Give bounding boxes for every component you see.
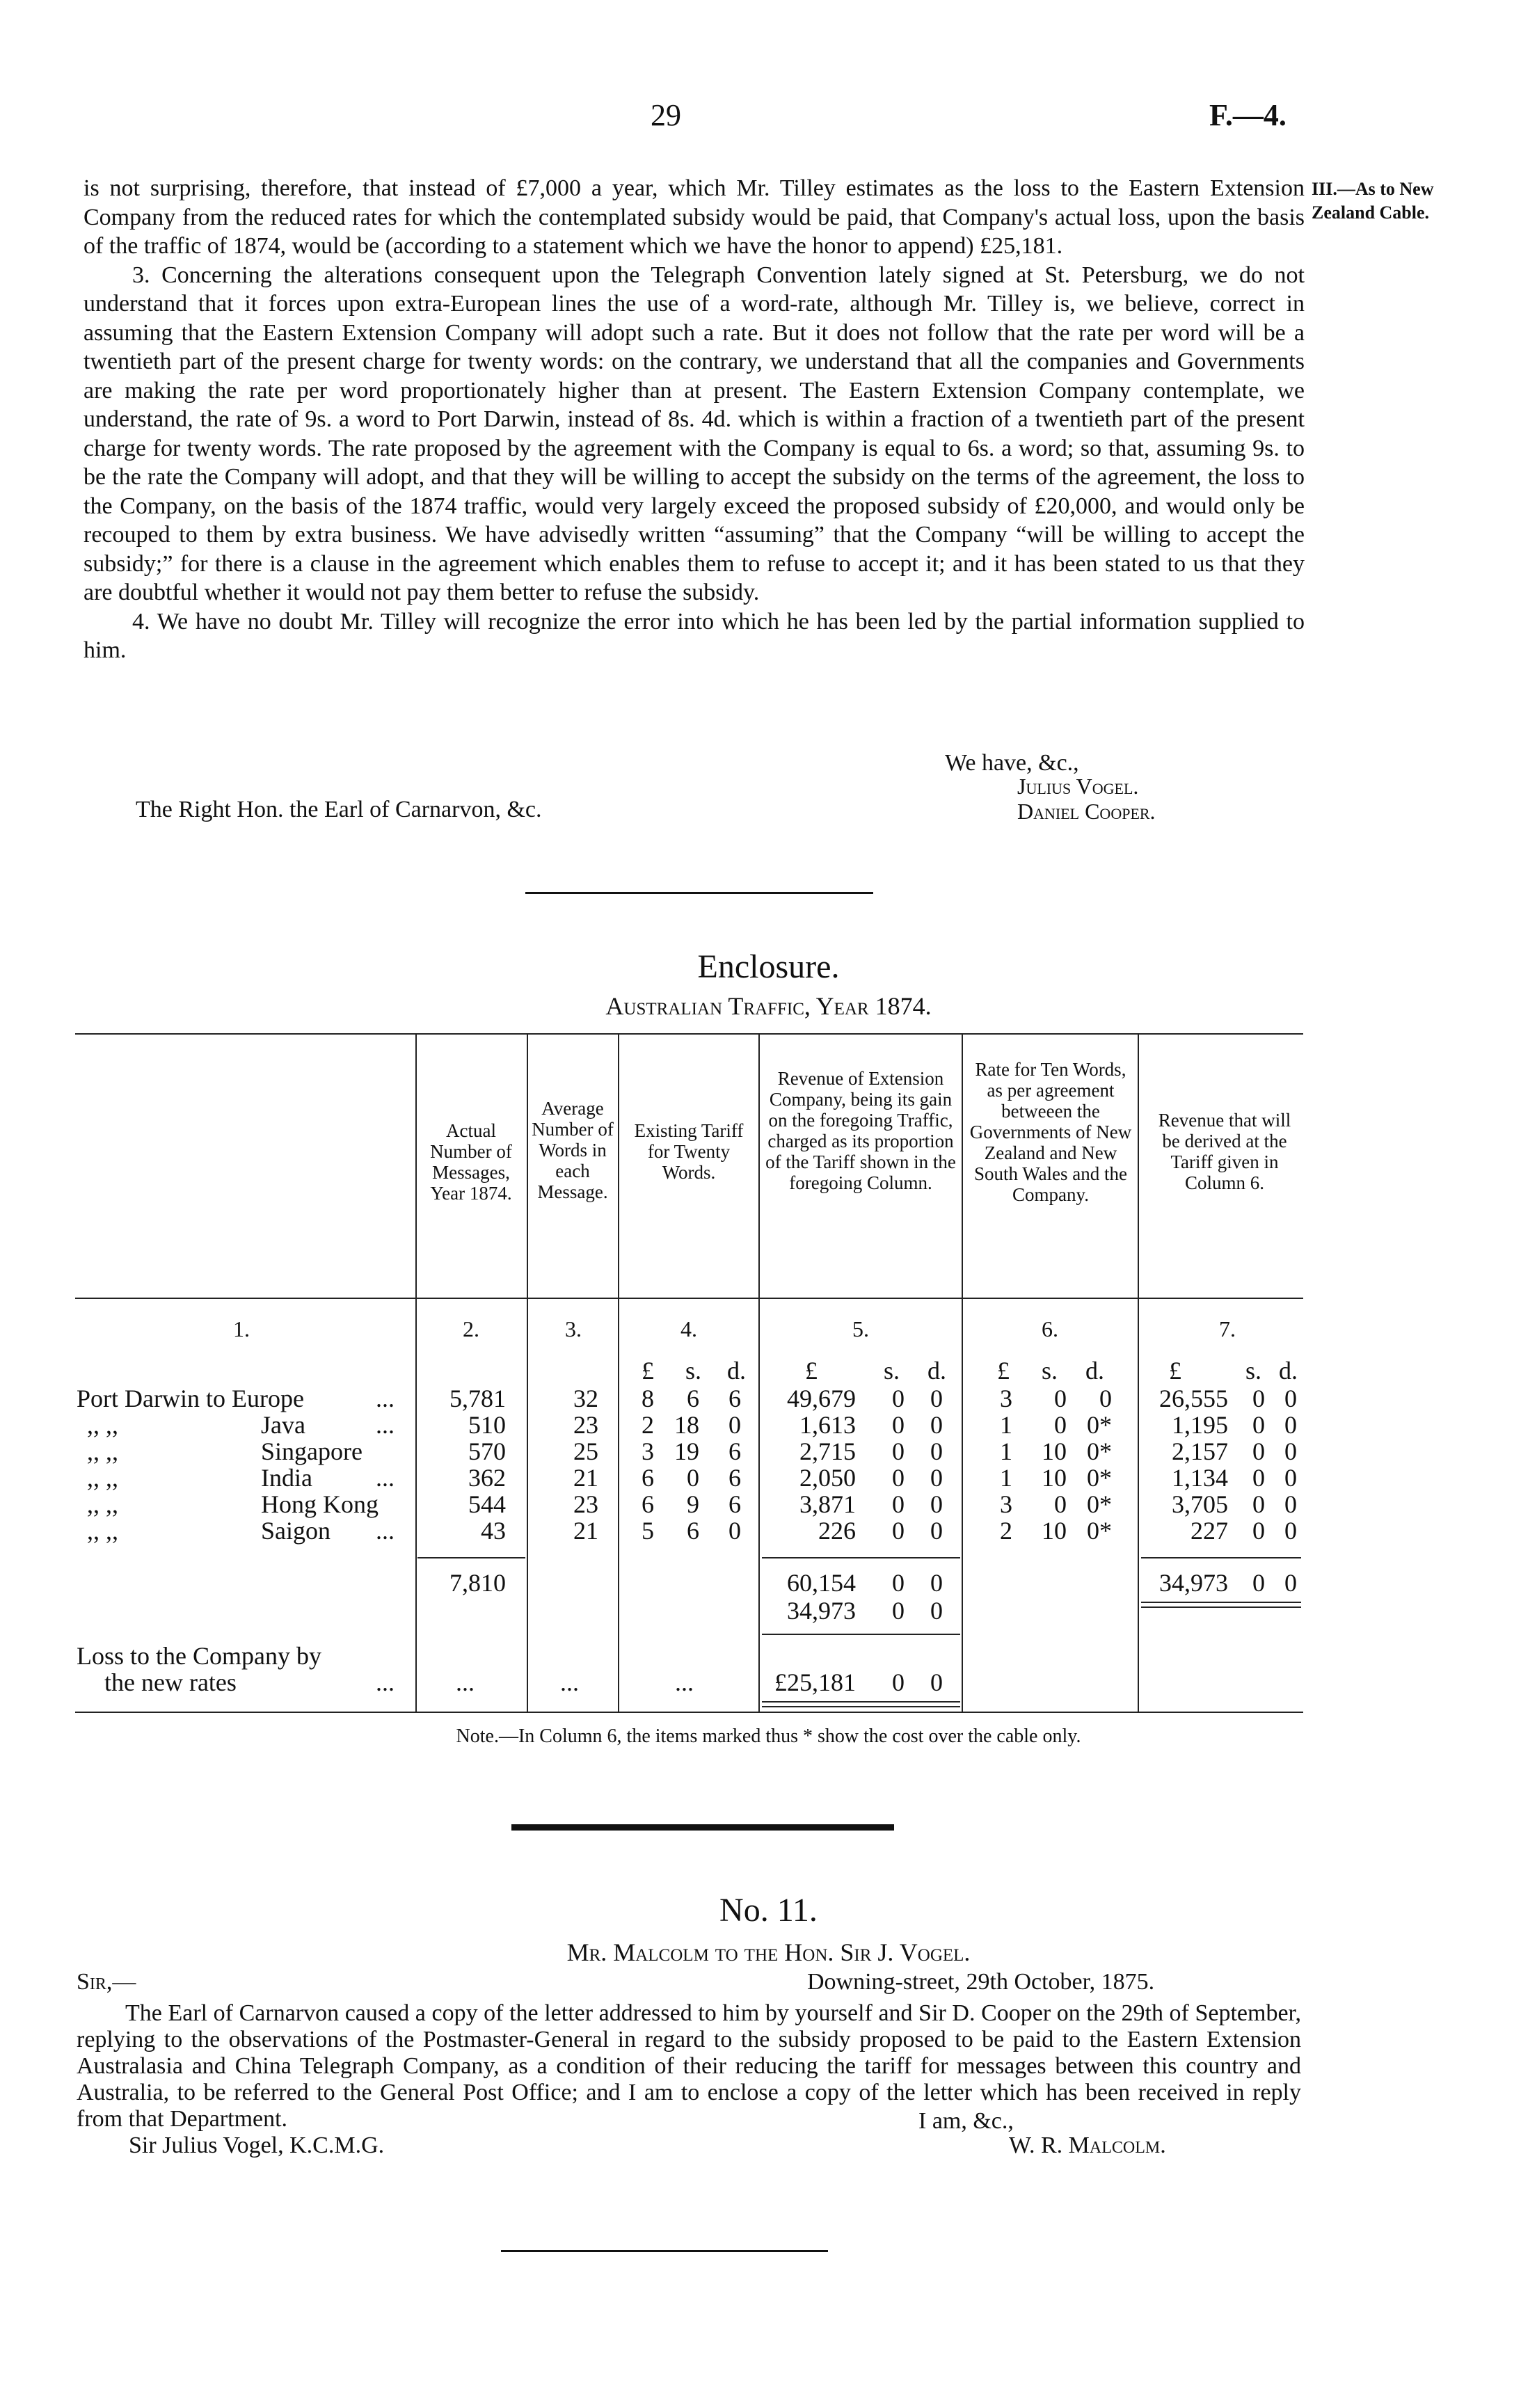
cell-rate-pence: 0* bbox=[1087, 1411, 1112, 1439]
unit-pence: d. bbox=[727, 1357, 746, 1385]
unit-pound: £ bbox=[805, 1357, 818, 1385]
cell-messages: 5,781 bbox=[449, 1385, 506, 1412]
less-revenue-pounds: 34,973 bbox=[787, 1597, 856, 1625]
unit-pound: £ bbox=[1169, 1357, 1181, 1385]
cell-revenue-shillings: 0 bbox=[892, 1490, 905, 1518]
signatory-malcolm: W. R. Malcolm. bbox=[1009, 2132, 1166, 2158]
row-dots: ... bbox=[376, 1385, 395, 1412]
cell-rate-pounds: 2 bbox=[1000, 1517, 1012, 1545]
unit-pence: d. bbox=[1279, 1357, 1298, 1385]
double-rule bbox=[1141, 1602, 1301, 1603]
loss-label-line2: the new rates bbox=[104, 1668, 237, 1696]
row-label: ,, ,, bbox=[87, 1437, 118, 1465]
cell-tariff-shillings: 18 bbox=[674, 1411, 699, 1439]
cell-derived-shillings: 0 bbox=[1252, 1464, 1265, 1492]
unit-pence: d. bbox=[1085, 1357, 1104, 1385]
cell-derived-pounds: 26,555 bbox=[1159, 1385, 1228, 1412]
cell-derived-pounds: 2,157 bbox=[1172, 1437, 1228, 1465]
table-bottom-border bbox=[75, 1712, 1303, 1713]
cell-tariff-shillings: 6 bbox=[687, 1517, 699, 1545]
loss-label-line1: Loss to the Company by bbox=[77, 1642, 321, 1670]
total-messages: 7,810 bbox=[449, 1569, 506, 1597]
cell-words: 21 bbox=[573, 1517, 598, 1545]
unit-pound: £ bbox=[997, 1357, 1010, 1385]
cell-messages: 362 bbox=[468, 1464, 506, 1492]
page-number: 29 bbox=[651, 98, 681, 132]
cell-revenue-shillings: 0 bbox=[892, 1464, 905, 1492]
cell-revenue-pence: 0 bbox=[930, 1411, 943, 1439]
cell-derived-shillings: 0 bbox=[1252, 1490, 1265, 1518]
loss-ellipsis-col4: ... bbox=[675, 1668, 694, 1696]
section-divider bbox=[525, 892, 873, 894]
cell-revenue-pence: 0 bbox=[930, 1490, 943, 1518]
cell-revenue-pounds: 1,613 bbox=[799, 1411, 856, 1439]
unit-shilling: s. bbox=[1042, 1357, 1058, 1385]
cell-rate-pounds: 3 bbox=[1000, 1385, 1012, 1412]
margin-note-line2: Zealand Cable. bbox=[1312, 202, 1430, 223]
letter-body-2: The Earl of Carnarvon caused a copy of the letter addressed to him by yourself and Sir D. Cooper on the 29th of September, replying to the observations of the Postmaster-General in regard to the subsidy proposed to be paid to the Eastern Extension Australasia and China Telegraph Company, as a condition of their reducing the tariff for messages between this country and Australia, to be referred to the General Post Office; and I am to enclose a copy of the letter which has been received in reply from that Department. bbox=[77, 2000, 1301, 2132]
cell-revenue-pence: 0 bbox=[930, 1437, 943, 1465]
row-destination: Hong Kong bbox=[261, 1490, 379, 1518]
cell-tariff-pence: 0 bbox=[728, 1411, 741, 1439]
cell-tariff-pence: 0 bbox=[728, 1517, 741, 1545]
cell-rate-pounds: 1 bbox=[1000, 1437, 1012, 1465]
cell-rate-pounds: 1 bbox=[1000, 1464, 1012, 1492]
loss-label-dots: ... bbox=[376, 1668, 395, 1696]
cell-tariff-pounds: 8 bbox=[642, 1385, 654, 1412]
paragraph-3: 3. Concerning the alterations consequent upon the Telegraph Convention lately signed at St. Petersburg, we do not understand that it forces upon extra-European lines the use of a word-rate, although Mr. Tilley is, we believe, correct in assuming that the Eastern Extension Company will adopt such a rate. But it does not follow that the rate per word will be a twentieth part of the present charge for twenty words: on the contrary, we understand that all the companies and Governments are making the rate per word proportionately higher than at present. The Eastern Extension Company contemplate, we understand, the rate of 9s. a word to Port Darwin, instead of 8s. 4d. which is within a fraction of a twentieth part of the present charge for twenty words. The rate proposed by the agreement with the Company is equal to 6s. a word; so that, assuming 9s. to be the rate the Company will adopt, and that they will be willing to accept the subsidy on the terms of the agreement, the loss to the Company, on the basis of the 1874 traffic, would very largely exceed the proposed subsidy of £20,000, and would only be recouped to them by extra business. We have advisedly written “assuming” that the Company “will be willing to accept the subsidy;” for there is a clause in the agreement which enables them to refuse to accept it; and it has been stated to us that they are doubtful whether it would not pay them better to refuse the subsidy. bbox=[83, 262, 1305, 605]
cell-revenue-shillings: 0 bbox=[892, 1385, 905, 1412]
letter-number: No. 11. bbox=[719, 1892, 818, 1929]
cell-revenue-pounds: 2,050 bbox=[799, 1464, 856, 1492]
cell-revenue-pounds: 226 bbox=[818, 1517, 856, 1545]
cell-tariff-pounds: 3 bbox=[642, 1437, 654, 1465]
subtotal-rule bbox=[762, 1557, 960, 1558]
row-destination: Singapore bbox=[261, 1437, 363, 1465]
cell-rate-pence: 0* bbox=[1087, 1437, 1112, 1465]
cell-tariff-pence: 6 bbox=[728, 1437, 741, 1465]
cell-rate-pounds: 1 bbox=[1000, 1411, 1012, 1439]
cell-revenue-shillings: 0 bbox=[892, 1437, 905, 1465]
column-number: 3. bbox=[565, 1316, 582, 1341]
double-rule bbox=[762, 1706, 960, 1707]
total-derived-shillings: 0 bbox=[1252, 1569, 1265, 1597]
cell-rate-shillings: 0 bbox=[1054, 1411, 1067, 1439]
cell-words: 25 bbox=[573, 1437, 598, 1465]
row-dots: ... bbox=[376, 1411, 395, 1439]
cell-rate-pence: 0 bbox=[1099, 1385, 1112, 1412]
loss-ellipsis-col3: ... bbox=[560, 1668, 579, 1696]
cell-rate-pounds: 3 bbox=[1000, 1490, 1012, 1518]
row-label: ,, ,, bbox=[87, 1411, 118, 1439]
table-header-border bbox=[75, 1298, 1303, 1299]
signatory-cooper: Daniel Cooper. bbox=[1017, 799, 1156, 824]
cell-revenue-shillings: 0 bbox=[892, 1517, 905, 1545]
unit-shilling: s. bbox=[1245, 1357, 1262, 1385]
cell-derived-pounds: 3,705 bbox=[1172, 1490, 1228, 1518]
cell-tariff-pence: 6 bbox=[728, 1385, 741, 1412]
cell-words: 21 bbox=[573, 1464, 598, 1492]
row-dots: ... bbox=[376, 1464, 395, 1492]
loss-pence: 0 bbox=[930, 1668, 943, 1696]
cell-derived-shillings: 0 bbox=[1252, 1517, 1265, 1545]
cell-tariff-shillings: 0 bbox=[687, 1464, 699, 1492]
cell-derived-pence: 0 bbox=[1284, 1411, 1297, 1439]
less-revenue-shillings: 0 bbox=[892, 1597, 905, 1625]
letter-body bbox=[83, 174, 1305, 665]
row-label: ,, ,, bbox=[87, 1490, 118, 1518]
cell-messages: 570 bbox=[468, 1437, 506, 1465]
row-label: ,, ,, bbox=[87, 1517, 118, 1545]
signatory-vogel: Julius Vogel. bbox=[1017, 774, 1139, 799]
column-header-rate-ten-words: Rate for Ten Words, as per agreement betweeen the Governments of New Zealand and New South Wales and the Company. bbox=[969, 1059, 1132, 1205]
column-number: 7. bbox=[1219, 1316, 1236, 1341]
table-column-divider bbox=[962, 1033, 963, 1712]
table-note: Note.—In Column 6, the items marked thus * show the cost over the cable only. bbox=[456, 1725, 1081, 1747]
subtotal-rule bbox=[762, 1634, 960, 1635]
unit-shilling: s. bbox=[685, 1357, 702, 1385]
cell-words: 32 bbox=[573, 1385, 598, 1412]
cell-derived-pence: 0 bbox=[1284, 1437, 1297, 1465]
margin-note bbox=[1312, 177, 1434, 225]
cell-rate-shillings: 0 bbox=[1054, 1385, 1067, 1412]
letter-closing-2: I am, &c., bbox=[918, 2108, 1014, 2134]
column-header-messages: Actual Number of Messages, Year 1874. bbox=[430, 1120, 512, 1204]
total-revenue-shillings: 0 bbox=[892, 1569, 905, 1597]
enclosure-title: Enclosure. bbox=[697, 948, 840, 985]
cell-revenue-pounds: 3,871 bbox=[799, 1490, 856, 1518]
cell-derived-shillings: 0 bbox=[1252, 1437, 1265, 1465]
column-header-revenue-derived: Revenue that will be derived at the Tariff given in Column 6. bbox=[1158, 1110, 1291, 1193]
cell-words: 23 bbox=[573, 1490, 598, 1518]
cell-revenue-pence: 0 bbox=[930, 1464, 943, 1492]
cell-rate-shillings: 10 bbox=[1042, 1517, 1067, 1545]
cell-tariff-shillings: 9 bbox=[687, 1490, 699, 1518]
cell-revenue-shillings: 0 bbox=[892, 1411, 905, 1439]
letter-heading: Mr. Malcolm to the Hon. Sir J. Vogel. bbox=[566, 1938, 971, 1966]
row-destination: Saigon bbox=[261, 1517, 331, 1545]
margin-note-line1: III.—As to New bbox=[1312, 179, 1434, 199]
cell-derived-pence: 0 bbox=[1284, 1517, 1297, 1545]
column-number: 2. bbox=[463, 1316, 479, 1341]
cell-revenue-pounds: 49,679 bbox=[787, 1385, 856, 1412]
row-destination: India bbox=[261, 1464, 312, 1492]
table-column-divider bbox=[527, 1033, 528, 1712]
unit-shilling: s. bbox=[884, 1357, 900, 1385]
section-divider bbox=[501, 2250, 828, 2252]
cell-rate-pence: 0* bbox=[1087, 1490, 1112, 1518]
cell-rate-shillings: 10 bbox=[1042, 1437, 1067, 1465]
paragraph-4: 4. We have no doubt Mr. Tilley will recognize the error into which he has been led by the partial information supplied to him. bbox=[83, 608, 1305, 663]
row-label: Port Darwin to Europe bbox=[77, 1385, 304, 1412]
table-column-divider bbox=[618, 1033, 619, 1712]
total-revenue-pounds: 60,154 bbox=[787, 1569, 856, 1597]
cell-messages: 544 bbox=[468, 1490, 506, 1518]
cell-tariff-pounds: 6 bbox=[642, 1490, 654, 1518]
cell-derived-shillings: 0 bbox=[1252, 1385, 1265, 1412]
column-header-existing-tariff: Existing Tariff for Twenty Words. bbox=[634, 1120, 744, 1183]
column-number: 5. bbox=[852, 1316, 869, 1341]
subtotal-rule bbox=[1141, 1557, 1301, 1558]
row-destination: Java bbox=[261, 1411, 305, 1439]
cell-tariff-shillings: 19 bbox=[674, 1437, 699, 1465]
cell-tariff-pence: 6 bbox=[728, 1464, 741, 1492]
cell-words: 23 bbox=[573, 1411, 598, 1439]
letter-closing: We have, &c., bbox=[945, 750, 1079, 776]
row-dots: ... bbox=[376, 1517, 395, 1545]
cell-rate-shillings: 0 bbox=[1054, 1490, 1067, 1518]
table-column-divider bbox=[415, 1033, 417, 1712]
row-label: ,, ,, bbox=[87, 1464, 118, 1492]
cell-derived-pounds: 227 bbox=[1190, 1517, 1228, 1545]
cell-tariff-pounds: 2 bbox=[642, 1411, 654, 1439]
cell-revenue-pounds: 2,715 bbox=[799, 1437, 856, 1465]
total-derived-pence: 0 bbox=[1284, 1569, 1297, 1597]
column-number: 4. bbox=[680, 1316, 697, 1341]
column-number: 1. bbox=[233, 1316, 250, 1341]
section-divider-heavy bbox=[511, 1824, 894, 1831]
letter-addressee-2: Sir Julius Vogel, K.C.M.G. bbox=[129, 2132, 385, 2158]
total-revenue-pence: 0 bbox=[930, 1569, 943, 1597]
table-top-border bbox=[75, 1033, 1303, 1035]
enclosure-subtitle: Australian Traffic, Year 1874. bbox=[605, 992, 932, 1020]
table-column-divider bbox=[1138, 1033, 1139, 1712]
letter-addressee: The Right Hon. the Earl of Carnarvon, &c. bbox=[136, 797, 542, 822]
document-reference: F.—4. bbox=[1209, 98, 1287, 132]
cell-derived-pence: 0 bbox=[1284, 1464, 1297, 1492]
column-number: 6. bbox=[1042, 1316, 1058, 1341]
cell-revenue-pence: 0 bbox=[930, 1385, 943, 1412]
unit-pence: d. bbox=[927, 1357, 946, 1385]
letter-salutation: Sir,— bbox=[77, 1969, 136, 1995]
double-rule bbox=[762, 1701, 960, 1703]
column-header-average-words: Average Number of Words in each Message. bbox=[532, 1098, 614, 1202]
unit-pound: £ bbox=[642, 1357, 654, 1385]
cell-rate-pence: 0* bbox=[1087, 1517, 1112, 1545]
subtotal-rule bbox=[417, 1557, 525, 1558]
cell-derived-shillings: 0 bbox=[1252, 1411, 1265, 1439]
letter-place-date: Downing-street, 29th October, 1875. bbox=[807, 1969, 1155, 1995]
column-header-revenue-extension: Revenue of Extension Company, being its gain on the foregoing Traffic, charged as its proportion of the Tariff shown in the foregoing Column. bbox=[765, 1068, 956, 1193]
cell-rate-pence: 0* bbox=[1087, 1464, 1112, 1492]
cell-tariff-shillings: 6 bbox=[687, 1385, 699, 1412]
paragraph-opening: is not surprising, therefore, that instead of £7,000 a year, which Mr. Tilley estimates as the loss to the Eastern Extension Company from the reduced rates for which the contemplated subsidy would be paid, that Company's actual loss, upon the basis of the traffic of 1874, would be (according to a statement which we have the honor to append) £25,181. bbox=[83, 175, 1305, 259]
cell-messages: 510 bbox=[468, 1411, 506, 1439]
cell-derived-pounds: 1,195 bbox=[1172, 1411, 1228, 1439]
loss-ellipsis-col2: ... bbox=[456, 1668, 475, 1696]
cell-derived-pence: 0 bbox=[1284, 1490, 1297, 1518]
cell-tariff-pence: 6 bbox=[728, 1490, 741, 1518]
total-derived-pounds: 34,973 bbox=[1159, 1569, 1228, 1597]
cell-rate-shillings: 10 bbox=[1042, 1464, 1067, 1492]
double-rule bbox=[1141, 1606, 1301, 1608]
table-column-divider bbox=[758, 1033, 760, 1712]
cell-messages: 43 bbox=[481, 1517, 506, 1545]
less-revenue-pence: 0 bbox=[930, 1597, 943, 1625]
cell-derived-pounds: 1,134 bbox=[1172, 1464, 1228, 1492]
loss-pounds: £25,181 bbox=[774, 1668, 856, 1696]
cell-revenue-pence: 0 bbox=[930, 1517, 943, 1545]
cell-derived-pence: 0 bbox=[1284, 1385, 1297, 1412]
loss-shillings: 0 bbox=[892, 1668, 905, 1696]
cell-tariff-pounds: 5 bbox=[642, 1517, 654, 1545]
cell-tariff-pounds: 6 bbox=[642, 1464, 654, 1492]
